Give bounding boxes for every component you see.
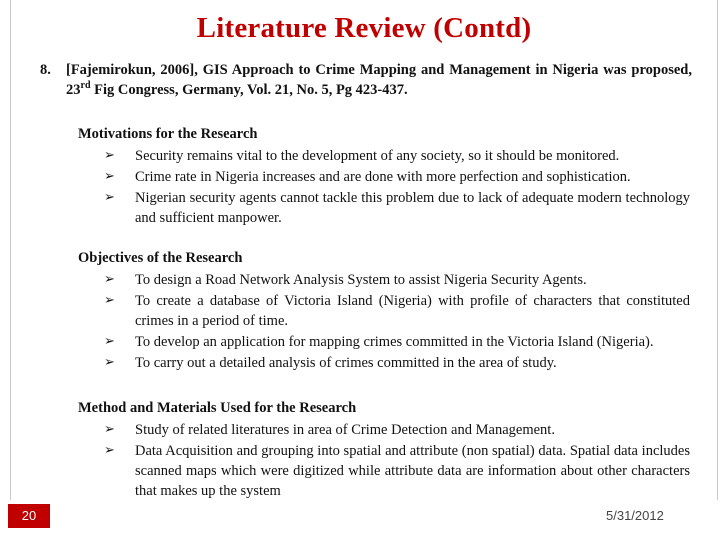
list-item-text: Crime rate in Nigeria increases and are done with more perfection and sophistication. xyxy=(135,169,631,185)
list-item xyxy=(104,270,690,290)
slide-border-right xyxy=(717,0,718,500)
bullet-list-methods xyxy=(104,420,690,502)
list-item-text: To develop an application for mapping crimes committed in the Victoria Island (Nigeria). xyxy=(135,334,654,350)
list-item-text: Data Acquisition and grouping into spatial and attribute (non spatial) data. Spatial data includes scanned maps which were digitized while attribute data are information about other characters that makes up the system xyxy=(135,443,690,499)
arrow-bullet-icon: ➢ xyxy=(104,148,115,163)
section-heading-motivations: Motivations for the Research xyxy=(78,126,258,142)
list-item xyxy=(104,167,690,187)
list-item-text: To create a database of Victoria Island (Nigeria) with profile of characters that constituted crimes in a period of time. xyxy=(135,293,690,329)
arrow-bullet-icon: ➢ xyxy=(104,169,115,184)
arrow-bullet-icon: ➢ xyxy=(104,422,115,437)
bullet-list-motivations xyxy=(104,146,690,229)
reference-text xyxy=(66,60,692,100)
arrow-bullet-icon: ➢ xyxy=(104,190,115,205)
list-item-text: To carry out a detailed analysis of crimes committed in the area of study. xyxy=(135,355,557,371)
list-item xyxy=(104,441,690,501)
arrow-bullet-icon: ➢ xyxy=(104,355,115,370)
list-item-text: Study of related literatures in area of Crime Detection and Management. xyxy=(135,422,555,438)
reference-number: 8. xyxy=(40,62,51,78)
list-item-text: Nigerian security agents cannot tackle this problem due to lack of adequate modern technology and sufficient manpower. xyxy=(135,190,690,226)
bullet-list-objectives xyxy=(104,270,690,374)
list-item xyxy=(104,146,690,166)
reference-text-part1: [Fajemirokun, 2006], GIS Approach to Crime Mapping and Management in Nigeria was proposed, 23 xyxy=(66,62,692,98)
slide-border-left xyxy=(10,0,11,500)
list-item xyxy=(104,188,690,228)
section-heading-objectives: Objectives of the Research xyxy=(78,250,243,266)
slide-title: Literature Review (Contd) xyxy=(196,12,532,44)
arrow-bullet-icon: ➢ xyxy=(104,443,115,458)
list-item xyxy=(104,420,690,440)
list-item xyxy=(104,291,690,331)
list-item-text: To design a Road Network Analysis System to assist Nigeria Security Agents. xyxy=(135,272,587,288)
reference-superscript: rd xyxy=(80,80,91,92)
list-item-text: Security remains vital to the development of any society, so it should be monitored. xyxy=(135,148,620,164)
reference-text-part2: Fig Congress, Germany, Vol. 21, No. 5, Pg 423-437. xyxy=(90,82,408,98)
page-number-badge: 20 xyxy=(8,504,50,528)
arrow-bullet-icon: ➢ xyxy=(104,293,115,308)
arrow-bullet-icon: ➢ xyxy=(104,272,115,287)
section-heading-methods: Method and Materials Used for the Research xyxy=(78,400,357,416)
list-item xyxy=(104,353,690,373)
slide-date: 5/31/2012 xyxy=(606,508,664,523)
list-item xyxy=(104,332,690,352)
reference-entry xyxy=(40,60,692,100)
arrow-bullet-icon: ➢ xyxy=(104,334,115,349)
